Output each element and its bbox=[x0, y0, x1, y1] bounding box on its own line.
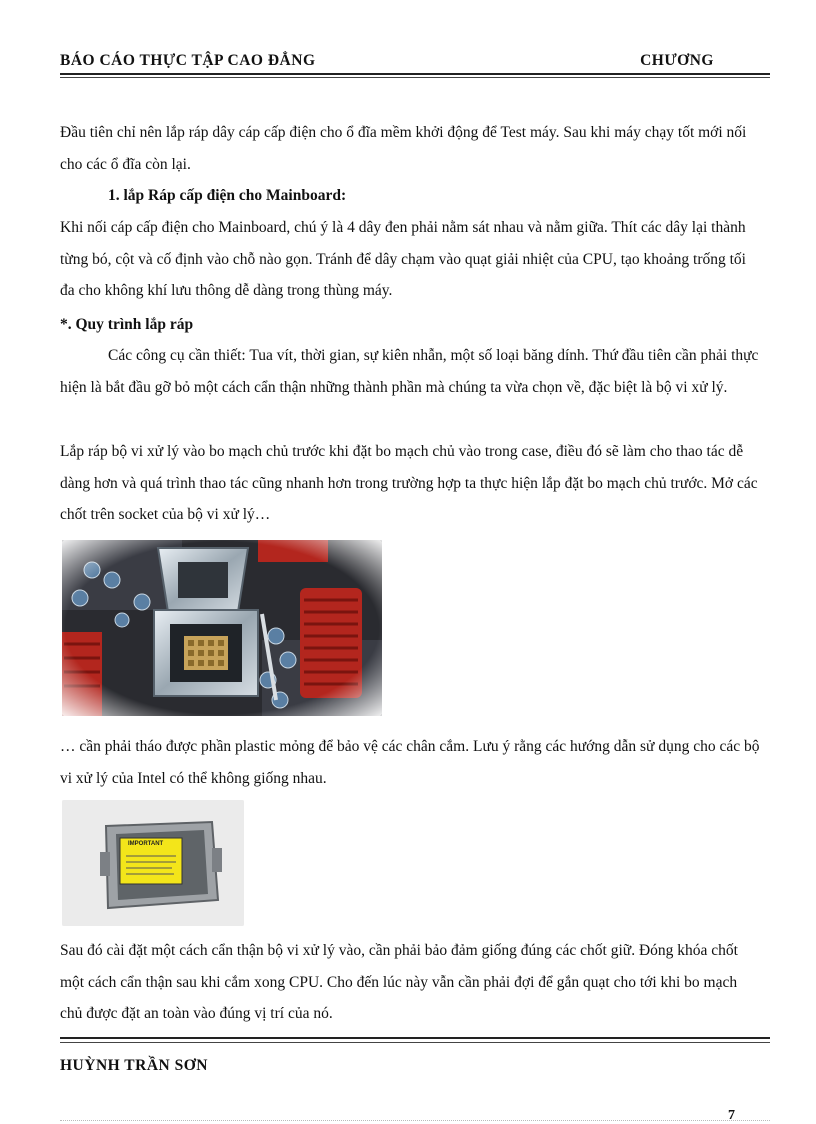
header-chapter: CHƯƠNG bbox=[640, 52, 714, 69]
author-name: HUỲNH TRẦN SƠN bbox=[60, 1057, 208, 1074]
footer-rule-thin bbox=[60, 1042, 770, 1043]
paragraph-install-cpu: Sau đó cài đặt một cách cẩn thận bộ vi xử lý vào, cần phải bảo đảm giống đúng các chốt giữ. Đóng khóa chốt một cách cẩn thận sau khi cắm xong CPU. Cho đến lúc này vẫn cần phải đợi để gắn quạt cho tới khi bo mạch chủ được đặt an toàn vào đúng vị trí của nó. bbox=[60, 942, 738, 1022]
paragraph-tools: Các công cụ cần thiết: Tua vít, thời gian, sự kiên nhẫn, một số loại băng dính. Thứ đầu tiên cần phải thực hiện là bắt đầu gỡ bỏ một cách cẩn thận những thành phần mà chúng ta vừa chọn về, đặc biệt là bộ vi xử lý. bbox=[60, 347, 759, 396]
paragraph-intro: Đầu tiên chỉ nên lắp ráp dây cáp cấp điện cho ổ đĩa mềm khởi động để Test máy. Sau khi máy chạy tốt mới nối cho các ổ đĩa còn lại. bbox=[60, 124, 747, 173]
paragraph-plastic-cover: … cần phải tháo được phần plastic mỏng để bảo vệ các chân cắm. Lưu ý rằng các hướng dẫn sử dụng cho các bộ vi xử lý của Intel có thể không giống nhau. bbox=[60, 738, 760, 787]
header-title: BÁO CÁO THỰC TẬP CAO ĐẲNG bbox=[60, 52, 316, 69]
section-heading: 1. lắp Ráp cấp điện cho Mainboard: bbox=[108, 187, 347, 204]
subsection-heading: *. Quy trình lắp ráp bbox=[60, 316, 194, 333]
bottom-dotted-line bbox=[60, 1120, 770, 1121]
header-rule-thin bbox=[60, 77, 770, 78]
header-rule bbox=[60, 73, 770, 75]
socket-cover-photo bbox=[62, 800, 244, 926]
paragraph-cpu-install: Lắp ráp bộ vi xử lý vào bo mạch chủ trước khi đặt bo mạch chủ vào trong case, điều đó sẽ làm cho thao tác dễ dàng hơn và quá trình thao tác cũng nhanh hơn trong trường hợp ta thực hiện lắp đặt bo mạch chủ trước. Mở các chốt trên socket của bộ vi xử lý… bbox=[60, 443, 758, 523]
page-header bbox=[60, 52, 714, 70]
cpu-socket-photo bbox=[62, 540, 382, 716]
footer-rule bbox=[60, 1037, 770, 1039]
page-number: 7 bbox=[728, 1108, 735, 1123]
important-label: IMPORTANT bbox=[128, 841, 164, 847]
paragraph-mainboard-power: Khi nối cáp cấp điện cho Mainboard, chú ý là 4 dây đen phải nằm sát nhau và nằm giữa. Thít các dây lại thành từng bó, cột và cố định vào chỗ nào gọn. Tránh để dây chạm vào quạt giải nhiệt của CPU, tạo khoảng trống tối đa cho không khí lưu thông dễ dàng trong thùng máy. bbox=[60, 219, 746, 299]
